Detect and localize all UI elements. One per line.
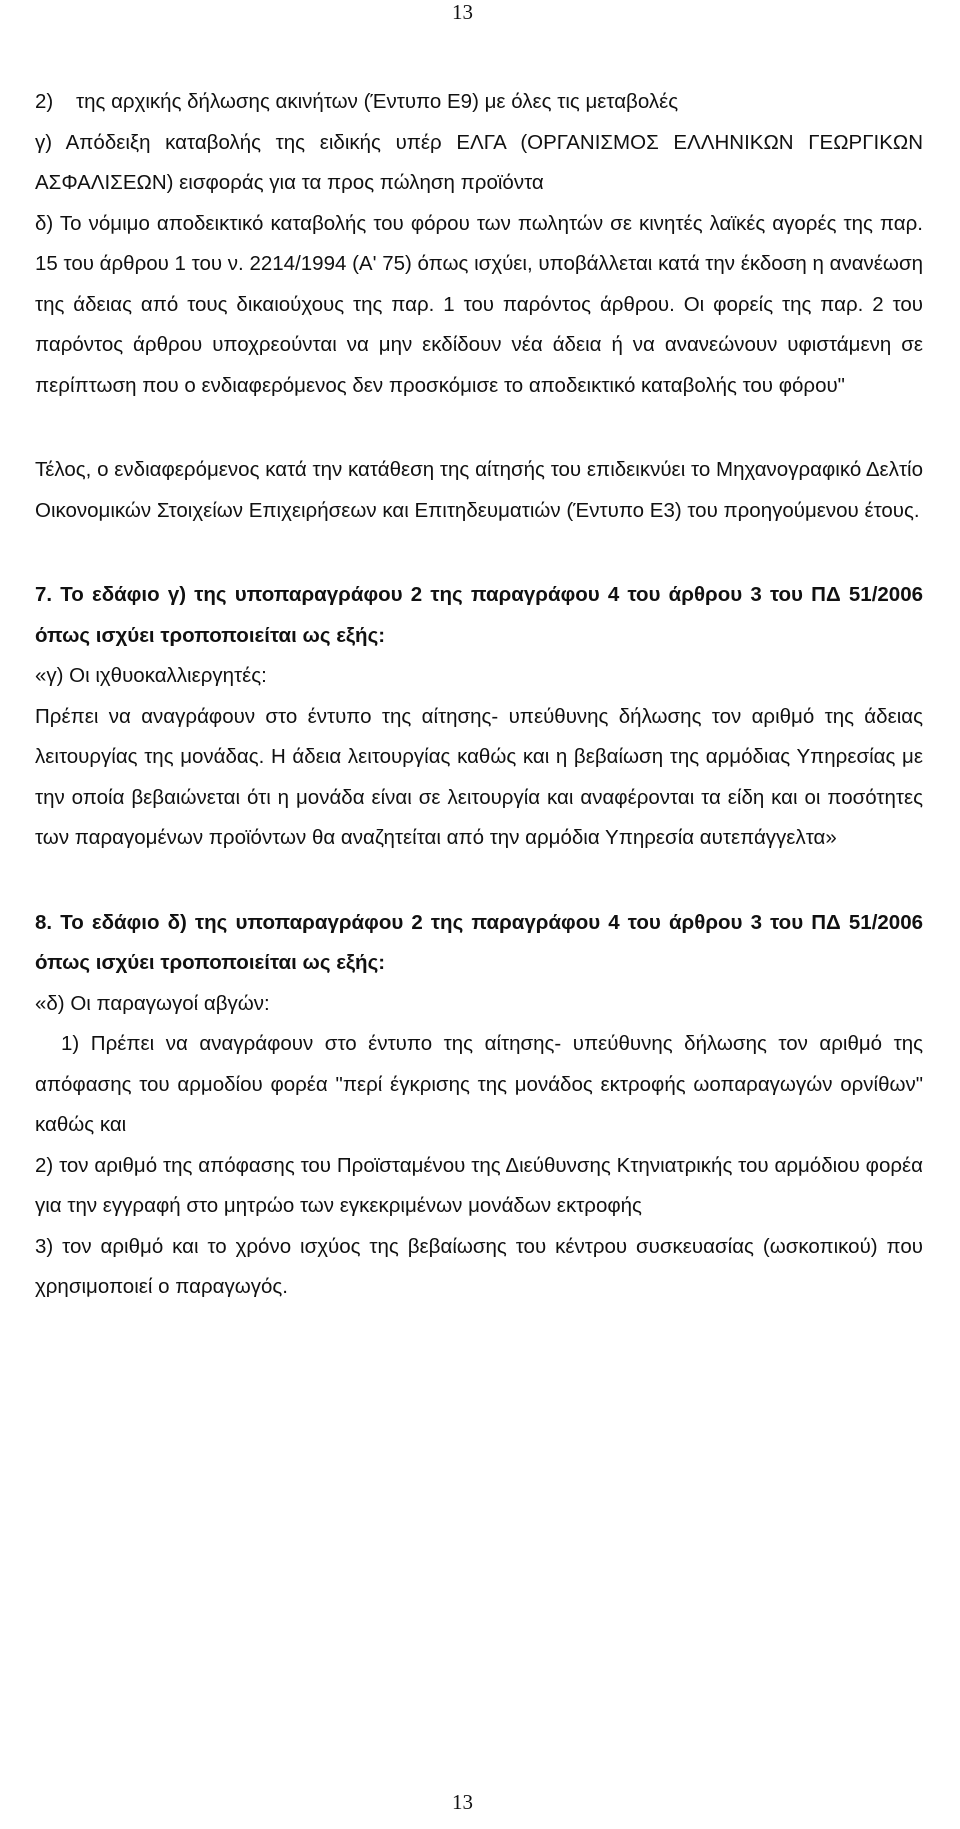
document-body xyxy=(35,82,923,1308)
section-8-item-1: 1) Πρέπει να αναγράφουν στο έντυπο της αίτησης- υπεύθυνης δήλωσης τον αριθμό της απόφασης του αρμοδίου φορέα "περί έγκρισης της μονάδος εκτροφής ωοπαραγωγών ορνίθων" καθώς και xyxy=(35,1032,923,1136)
section-8-item-2: 2) τον αριθμό της απόφασης του Προϊσταμένου της Διεύθυνσης Κτηνιατρικής του αρμόδιου φορέα για την εγγραφή στο μητρώο των εγκεκριμένων μονάδων εκτροφής xyxy=(35,1153,923,1217)
continuation-item-elga: γ) Απόδειξη καταβολής της ειδικής υπέρ ΕΛΓΑ (ΟΡΓΑΝΙΣΜΟΣ ΕΛΛΗΝΙΚΩΝ ΓΕΩΡΓΙΚΩΝ ΑΣΦΑΛΙΣΕΩΝ) εισφοράς για τα προς πώληση προϊόντα xyxy=(35,130,923,194)
section-8-item-3: 3) τον αριθμό και το χρόνο ισχύος της βεβαίωσης του κέντρου συσκευασίας (ωσκοπικού) που χρησιμοποιεί ο παραγωγός. xyxy=(35,1234,923,1298)
closing-paragraph: Τέλος, ο ενδιαφερόμενος κατά την κατάθεση της αίτησής του επιδεικνύει το Μηχανογραφικό Δελτίο Οικονομικών Στοιχείων Επιχειρήσεων και Επιτηδευματιών (Έντυπο Ε3) του προηγούμενου έτους. xyxy=(35,458,923,522)
section-7-intro: «γ) Οι ιχθυοκαλλιεργητές: xyxy=(35,664,267,687)
page-number-top: 13 xyxy=(452,0,473,24)
section-8-heading: 8. Το εδάφιο δ) της υποπαραγράφου 2 της παραγράφου 4 του άρθρου 3 του ΠΔ 51/2006 όπως ισχύει τροποποιείται ως εξής: xyxy=(35,910,923,974)
section-7-body: Πρέπει να αναγράφουν στο έντυπο της αίτησης- υπεύθυνης δήλωσης τον αριθμό της άδειας λειτουργίας της μονάδας. Η άδεια λειτουργίας καθώς και η βεβαίωση της αρμόδιας Υπηρεσίας με την οποία βεβαιώνεται ότι η μονάδα είναι σε λειτουργία και αναφέρονται τα είδη και οι ποσότητες των παραγομένων προϊόντων θα αναζητείται από την αρμόδια Υπηρεσία αυτεπάγγελτα» xyxy=(35,704,923,849)
section-7-heading: 7. Το εδάφιο γ) της υποπαραγράφου 2 της παραγράφου 4 του άρθρου 3 του ΠΔ 51/2006 όπως ισχύει τροποποιείται ως εξής: xyxy=(35,583,923,647)
continuation-item-e9: 2) της αρχικής δήλωσης ακινήτων (Έντυπο Ε9) με όλες τις μεταβολές xyxy=(35,90,679,113)
continuation-item-tax-proof: δ) Το νόμιμο αποδεικτικό καταβολής του φόρου των πωλητών σε κινητές λαϊκές αγορές της παρ. 15 του άρθρου 1 του ν. 2214/1994 (Α' 75) όπως ισχύει, υποβάλλεται κατά την έκδοση η ανανέωση της άδειας από τους δικαιούχους της παρ. 1 του παρόντος άρθρου. Οι φορείς της παρ. 2 του παρόντος άρθρου υποχρεούνται να μην εκδίδουν νέα άδεια ή να ανανεώνουν υφιστάμενη σε περίπτωση που ο ενδιαφερόμενος δεν προσκόμισε το αποδεικτικό καταβολής του φόρου" xyxy=(35,211,923,397)
section-8-intro: «δ) Οι παραγωγοί αβγών: xyxy=(35,991,270,1015)
page-number-bottom: 13 xyxy=(452,1790,473,1814)
